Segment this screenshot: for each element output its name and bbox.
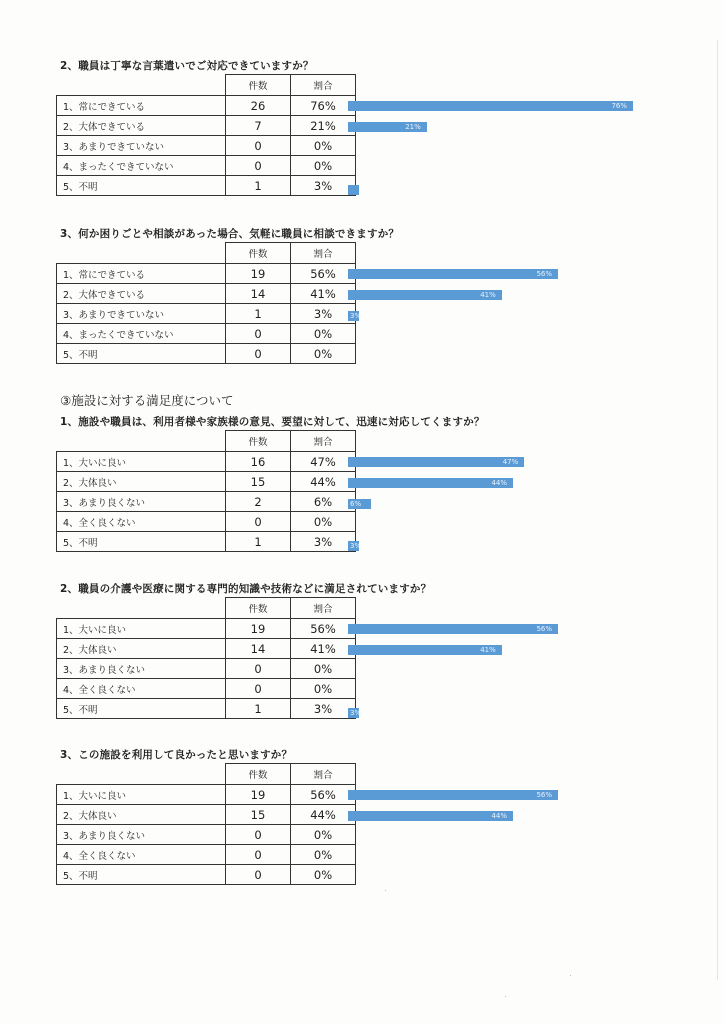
table-row [57,785,356,805]
table-row [57,659,356,679]
question-table [56,74,356,196]
option-ratio: 6% [291,492,356,512]
bar-value-label: 6% [350,499,362,508]
header-count: 件数 [226,764,291,785]
option-count: 0 [226,136,291,156]
option-ratio: 0% [291,865,356,885]
option-count: 15 [226,805,291,825]
option-ratio: 0% [291,659,356,679]
option-ratio: 41% [291,284,356,304]
option-label: 3、あまり良くない [57,825,226,845]
percentage-bar [348,185,359,195]
option-label: 4、全く良くない [57,845,226,865]
question-title: 2、職員の介護や医療に関する専門的知識や技術などに満足されていますか？ [60,583,432,595]
option-count: 0 [226,156,291,176]
table-header-row [57,764,356,785]
option-label: 4、まったくできていない [57,156,226,176]
page-edge-line [717,40,718,980]
option-label: 3、あまり良くない [57,492,226,512]
percentage-bar [348,624,558,634]
bar-value-label: 47% [502,458,519,466]
scan-speck [385,890,386,891]
option-label: 2、大体できている [57,116,226,136]
percentage-bar [348,290,502,300]
header-empty-cell [57,75,226,96]
option-count: 0 [226,845,291,865]
table-row [57,679,356,699]
table-row [57,324,356,344]
option-ratio: 3% [291,532,356,552]
option-label: 1、大いに良い [57,452,226,472]
percentage-bar [348,645,502,655]
option-ratio: 3% [291,176,356,196]
percentage-bar [348,811,513,821]
table-row [57,452,356,472]
option-count: 0 [226,825,291,845]
option-count: 1 [226,304,291,324]
question-title: 3、何か困りごとや相談があった場合、気軽に職員に相談できますか？ [60,228,400,240]
option-ratio: 0% [291,845,356,865]
header-ratio: 割合 [291,764,356,785]
table-header-row [57,75,356,96]
option-ratio: 47% [291,452,356,472]
table-row [57,264,356,284]
option-count: 14 [226,639,291,659]
option-ratio: 3% [291,699,356,719]
option-ratio: 0% [291,324,356,344]
table-row [57,532,356,552]
option-label: 1、大いに良い [57,785,226,805]
table-row [57,156,356,176]
table-row [57,284,356,304]
question-title: 2、職員は丁寧な言葉遣いでご対応できていますか？ [60,60,314,72]
bar-value-label: 76% [611,102,627,110]
option-count: 2 [226,492,291,512]
option-ratio: 56% [291,785,356,805]
percentage-bar [348,478,513,488]
option-ratio: 21% [291,116,356,136]
option-label: 2、大体良い [57,805,226,825]
option-label: 3、あまり良くない [57,659,226,679]
option-count: 0 [226,659,291,679]
option-label: 2、大体できている [57,284,226,304]
option-count: 0 [226,324,291,344]
option-ratio: 56% [291,619,356,639]
bar-value-label: 44% [491,478,507,487]
option-label: 5、不明 [57,344,226,364]
option-label: 1、常にできている [57,96,226,116]
bar-value-label: 56% [536,791,552,799]
table-row [57,116,356,136]
table-row [57,865,356,885]
option-ratio: 0% [291,512,356,532]
option-count: 1 [226,532,291,552]
option-count: 0 [226,865,291,885]
option-count: 0 [226,679,291,699]
question-table [56,242,356,364]
option-ratio: 41% [291,639,356,659]
option-ratio: 0% [291,679,356,699]
option-label: 3、あまりできていない [57,136,226,156]
percentage-bar [348,708,362,718]
option-count: 19 [226,264,291,284]
table-row [57,136,356,156]
bar-value-label: 56% [536,625,552,633]
option-label: 1、大いに良い [57,619,226,639]
percentage-bar [348,311,362,321]
header-ratio: 割合 [291,431,356,452]
option-label: 5、不明 [57,699,226,719]
option-label: 4、全く良くない [57,512,226,532]
bar-value-label: 21% [405,122,421,131]
header-empty-cell [57,598,226,619]
option-ratio: 0% [291,136,356,156]
option-label: 4、まったくできていない [57,324,226,344]
option-ratio: 0% [291,344,356,364]
option-ratio: 56% [291,264,356,284]
option-ratio: 76% [291,96,356,116]
question-table [56,430,356,552]
option-label: 5、不明 [57,865,226,885]
option-ratio: 0% [291,825,356,845]
header-count: 件数 [226,598,291,619]
header-empty-cell [57,431,226,452]
table-header-row [57,431,356,452]
table-row [57,805,356,825]
option-count: 14 [226,284,291,304]
percentage-bar [348,541,362,551]
question-table [56,597,356,719]
header-ratio: 割合 [291,243,356,264]
scan-speck [570,975,571,976]
question-title: 1、施設や職員は、利用者様や家族様の意見、要望に対して、迅速に対応してくますか？ [60,416,485,428]
option-label: 5、不明 [57,176,226,196]
table-header-row [57,598,356,619]
option-count: 26 [226,96,291,116]
option-label: 4、全く良くない [57,679,226,699]
header-ratio: 割合 [291,75,356,96]
bar-value-label: 44% [491,811,507,820]
percentage-bar [348,790,558,800]
table-row [57,825,356,845]
table-row [57,96,356,116]
option-count: 0 [226,344,291,364]
option-ratio: 0% [291,156,356,176]
header-count: 件数 [226,243,291,264]
percentage-bar [348,122,427,132]
header-ratio: 割合 [291,598,356,619]
table-row [57,472,356,492]
option-label: 3、あまりできていない [57,304,226,324]
header-count: 件数 [226,431,291,452]
option-ratio: 3% [291,304,356,324]
option-count: 15 [226,472,291,492]
option-ratio: 44% [291,805,356,825]
percentage-bar [348,457,524,467]
bar-value-label: 41% [480,290,496,299]
section-heading: ③施設に対する満足度について [60,393,234,408]
option-ratio: 44% [291,472,356,492]
bar-value-label: 3% [350,311,362,320]
option-count: 1 [226,176,291,196]
option-count: 7 [226,116,291,136]
option-count: 16 [226,452,291,472]
percentage-bar [348,101,633,111]
option-label: 2、大体良い [57,639,226,659]
table-row [57,176,356,196]
table-row [57,304,356,324]
header-count: 件数 [226,75,291,96]
table-header-row [57,243,356,264]
table-row [57,344,356,364]
table-row [57,845,356,865]
option-label: 1、常にできている [57,264,226,284]
header-empty-cell [57,764,226,785]
option-count: 19 [226,785,291,805]
option-count: 1 [226,699,291,719]
option-label: 2、大体良い [57,472,226,492]
table-row [57,699,356,719]
table-row [57,512,356,532]
option-count: 0 [226,512,291,532]
bar-value-label: 56% [536,270,552,278]
option-count: 19 [226,619,291,639]
bar-value-label: 3% [350,541,362,550]
bar-value-label: 3% [350,708,362,717]
table-row [57,619,356,639]
option-label: 5、不明 [57,532,226,552]
header-empty-cell [57,243,226,264]
table-row [57,492,356,512]
table-row [57,639,356,659]
scan-speck [505,996,506,997]
percentage-bar [348,269,558,279]
bar-value-label: 41% [480,645,496,654]
question-title: 3、この施設を利用して良かったと思いますか？ [60,749,293,761]
question-table [56,763,356,885]
percentage-bar [348,499,371,509]
